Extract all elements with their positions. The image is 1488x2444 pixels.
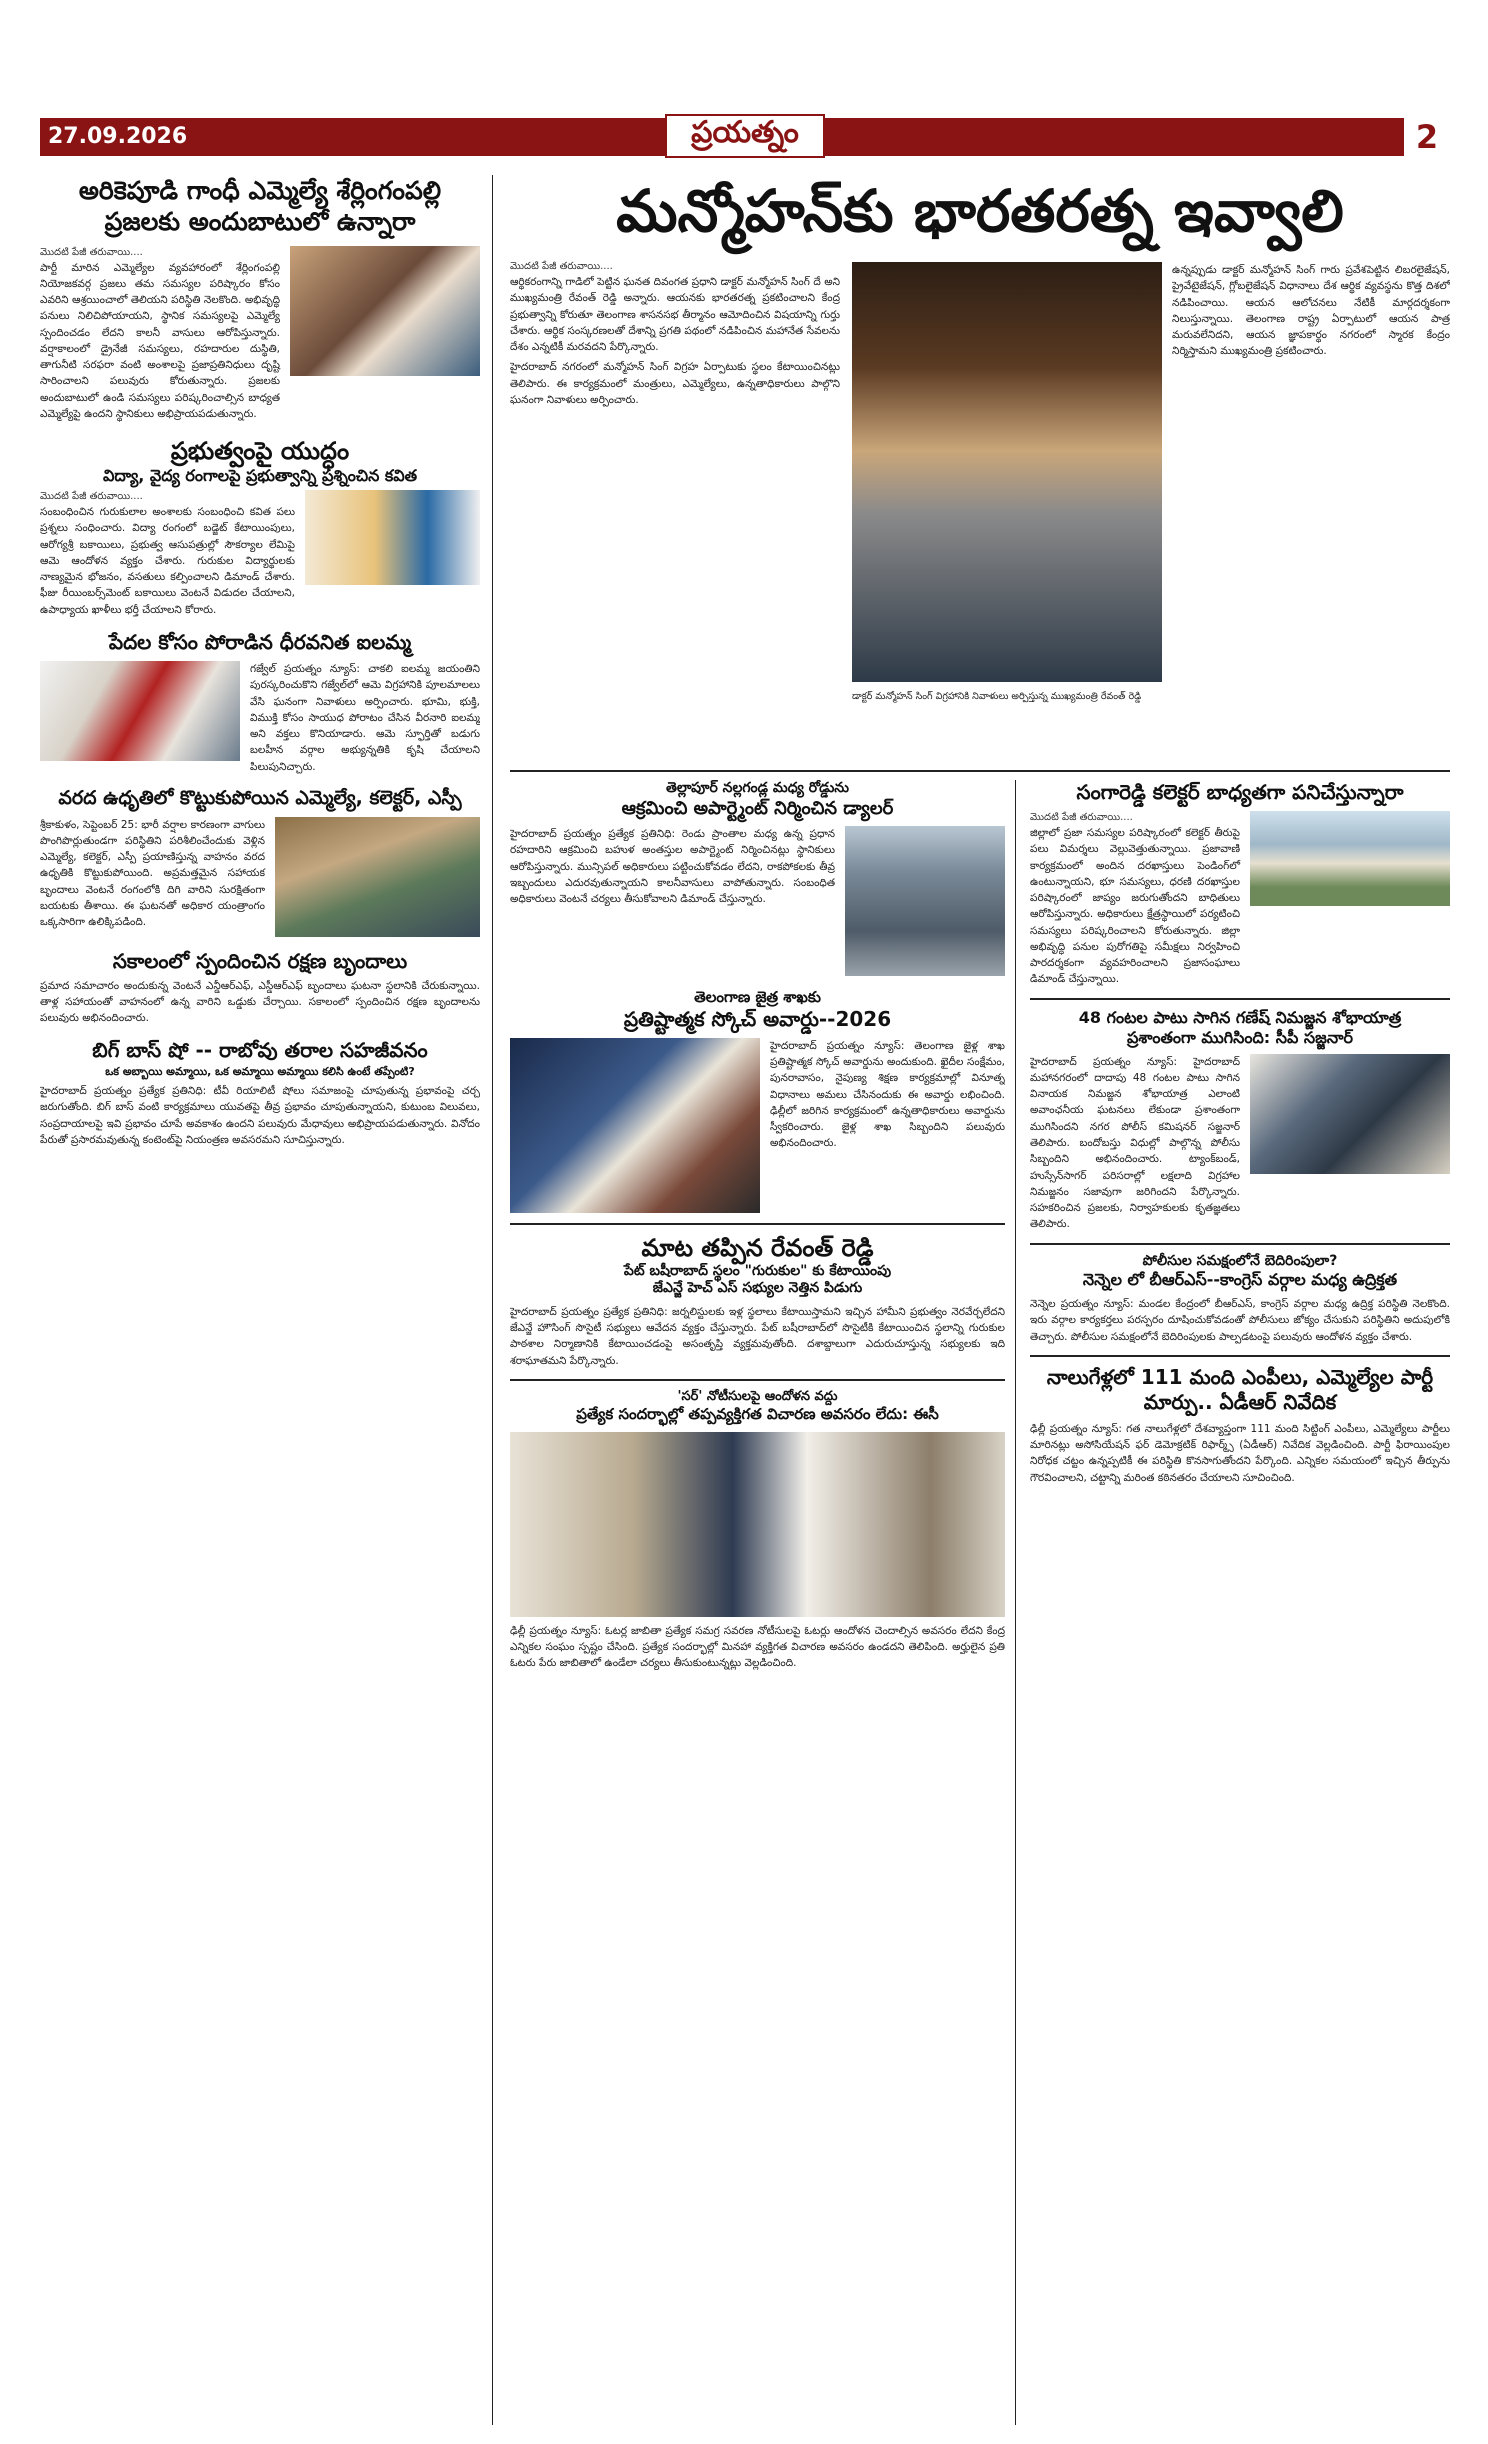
story-body: నెన్నెల ప్రయత్నం న్యూస్: మండల కేంద్రంలో బీఆర్ఎస్, కాంగ్రెస్ వర్గాల మధ్య ఉద్రిక్త పరిస్థితి నెలకొంది. ఇరు వర్గాల కార్యకర్తలు పరస్పరం దూషించుకోవడంతో పోలీసులు జోక్యం చేసుకుని పరిస్థితిని అదుపులోకి తెచ్చారు. పోలీసుల సమక్షంలోనే బెదిరింపులకు పాల్పడటంపై పలువురు ఆందోళన వ్యక్తం చేశారు. xyxy=(1030,1298,1450,1343)
headline-nennela: నెన్నెల లో బీఆర్ఎస్--కాంగ్రెస్ వర్గాల మధ్య ఉద్రిక్తత xyxy=(1082,1270,1398,1290)
headline-arikepudi: అరికెపూడి గాంధీ ఎమ్మెల్యే శేర్లింగంపల్లి ప్రజలకు అందుబాటులో ఉన్నారా xyxy=(78,176,442,237)
column-divider xyxy=(1015,780,1016,2425)
headline-flood: వరద ఉధృతిలో కొట్టుకుపోయిన ఎమ్మెల్యే, కలెక్టర్, ఎస్పీ xyxy=(58,786,462,809)
dateline: మొదటి పేజీ తరువాయి.... xyxy=(510,261,613,272)
kavitha-photo xyxy=(305,490,480,585)
story-body: ప్రమాద సమాచారం అందుకున్న వెంటనే ఎన్డీఆర్ఎఫ్, ఎస్డీఆర్ఎఫ్ బృందాలు ఘటనా స్థలానికి చేరుకున్నాయి. తాళ్ల సహాయంతో వాహనంలో ఉన్న వారిని ఒడ్డుకు చేర్చాయి. సకాలంలో స్పందించిన రక్షణ బృందాలను పలువురు అభినందించారు. xyxy=(40,979,480,1025)
story-body: ఢిల్లీ ప్రయత్నం న్యూస్: ఓటర్ల జాబితా ప్రత్యేక సమగ్ర సవరణ నోటీసులపై ఓటర్లు ఆందోళన చెందాల్సిన అవసరం లేదని కేంద్ర ఎన్నికల సంఘం స్పష్టం చేసింది. ప్రత్యేక సందర్భాల్లో మినహా వ్యక్తిగత విచారణ అవసరం ఉండదని తెలిపింది. అర్హులైన ప్రతి ఓటరు పేరు జాబితాలో ఉండేలా చర్యలు తీసుకుంటున్నట్లు వెల్లడించింది. xyxy=(510,1624,1005,1670)
section-divider xyxy=(510,770,1450,772)
kicker: పేట్ బషీరాబాద్ స్థలం "గురుకుల" కు కేటాయింపు xyxy=(623,1262,892,1279)
kicker-war-on-govt: ప్రభుత్వంపై యుద్ధం xyxy=(170,437,350,466)
police-press-meet-photo xyxy=(1250,1054,1450,1174)
collectorate-photo xyxy=(1250,811,1450,906)
section-divider xyxy=(1030,1243,1450,1245)
election-commission-photo xyxy=(510,1432,1005,1617)
story-body: ఢిల్లీ ప్రయత్నం న్యూస్: గత నాలుగేళ్లలో దేశవ్యాప్తంగా 111 మంది సిట్టింగ్ ఎంపీలు, ఎమ్మెల్యేలు పార్టీలు మారినట్లు అసోసియేషన్ ఫర్ డెమోక్రటిక్ రిఫార్మ్స్ (ఏడీఆర్) నివేదిక వెల్లడించింది. పార్టీ ఫిరాయింపుల నిరోధక చట్టం ఉన్నప్పటికీ ఈ పరిస్థితి కొనసాగుతోందని పేర్కొంది. ఎన్నికల సమయంలో ఇచ్చిన తీర్పును గౌరవించాలని, చట్టాన్ని మరింత కఠినతరం చేయాలని సూచించింది. xyxy=(1030,1422,1450,1484)
column-divider xyxy=(492,175,493,2425)
middle-column xyxy=(510,780,1005,2425)
kicker: తెలంగాణ జైత్ర శాఖకు xyxy=(694,988,821,1006)
flood-rescue-photo xyxy=(275,817,480,937)
headline-ailamma: పేదల కోసం పోరాడిన ధీరవనిత ఐలమ్మ xyxy=(108,630,412,655)
story-body: హైదరాబాద్ ప్రయత్నం న్యూస్: తెలంగాణ జైళ్ల శాఖ ప్రతిష్టాత్మక స్కోచ్ అవార్డును అందుకుంది. ఖైదీల సంక్షేమం, పునరావాసం, నైపుణ్య శిక్షణ కార్యక్రమాల్లో వినూత్న విధానాలు అమలు చేసినందుకు ఈ అవార్డు లభించింది. ఢిల్లీలో జరిగిన కార్యక్రమంలో ఉన్నతాధికారులు అవార్డును స్వీకరించారు. జైళ్ల శాఖ సిబ్బందిని పలువురు అభినందించారు. xyxy=(770,1039,1005,1150)
issue-date: 27.09.2026 xyxy=(48,124,188,149)
masthead-bar xyxy=(40,115,1450,156)
right-column xyxy=(1030,780,1450,2425)
politicians-photo xyxy=(290,246,480,376)
headline-adr: నాలుగేళ్లలో 111 మంది ఎంపీలు, ఎమ్మెల్యేల పార్టీ మార్పు.. ఏడీఆర్ నివేదిక xyxy=(1046,1364,1434,1414)
dateline: మొదటి పేజీ తరువాయి.... xyxy=(1030,812,1133,823)
subhead: ఒక అబ్బాయి అమ్మాయి, ఒక అమ్మాయి అమ్మాయి కలిసి ఉంటే తప్పేంటి? xyxy=(105,1065,415,1079)
headline-bigg-boss: బిగ్ బాస్ షో -- రాబోవు తరాల సహజీవనం xyxy=(92,1038,428,1063)
headline-rescue-teams: సకాలంలో స్పందించిన రక్షణ బృందాలు xyxy=(112,948,408,973)
story-body: గజ్వేల్ ప్రయత్నం న్యూస్: చాకలి ఐలమ్మ జయంతిని పురస్కరించుకొని గజ్వేల్‌లో ఆమె విగ్రహానికి పూలమాలలు వేసి ఘనంగా నివాళులు అర్పించారు. భూమి, భుక్తి, విముక్తి కోసం సాయుధ పోరాటం చేసిన వీరనారి ఐలమ్మ అని వక్తలు కొనియాడారు. ఆమె స్ఫూర్తితో బడుగు బలహీన వర్గాల అభ్యున్నతికి కృషి చేయాలని పిలుపునిచ్చారు. xyxy=(250,663,480,773)
story-body: హైదరాబాద్ ప్రయత్నం న్యూస్: హైదరాబాద్ మహానగరంలో దాదాపు 48 గంటల పాటు సాగిన వినాయక నిమజ్జన శోభాయాత్ర ఎలాంటి అవాంఛనీయ ఘటనలు లేకుండా ప్రశాంతంగా ముగిసిందని నగర పోలీస్ కమిషనర్ సజ్జనార్ తెలిపారు. బందోబస్తు విధుల్లో పాల్గొన్న పోలీసు సిబ్బందిని అభినందించారు. ట్యాంక్‌బండ్, హుస్సేన్‌సాగర్ పరిసరాల్లో లక్షలాది విగ్రహాల నిమజ్జనం సజావుగా జరిగిందని పేర్కొన్నారు. సహకరించిన ప్రజలకు, నిర్వాహకులకు కృతజ్ఞతలు తెలిపారు. xyxy=(1030,1055,1240,1231)
section-divider xyxy=(1030,1355,1450,1357)
newspaper-page xyxy=(40,0,1450,2444)
dateline: మొదటి పేజీ తరువాయి.... xyxy=(40,491,143,503)
photo-caption: డాక్టర్ మన్మోహన్ సింగ్ విగ్రహానికి నివాళులు అర్పిస్తున్న ముఖ్యమంత్రి రేవంత్ రెడ్డి xyxy=(852,691,1142,702)
main-headline: మన్మోహన్‌కు భారతరత్న ఇవ్వాలి xyxy=(616,177,1344,245)
section-divider xyxy=(510,1223,1005,1225)
award-ceremony-photo xyxy=(510,1038,760,1213)
main-story-col xyxy=(510,260,840,765)
paper-logo: ప్రయత్నం xyxy=(665,114,825,158)
subhead: ప్రశాంతంగా ముగిసింది: సీపీ సజ్జనార్ xyxy=(1127,1027,1353,1047)
story-body: ఉన్నప్పుడు డాక్టర్ మన్మోహన్ సింగ్ గారు ప్రవేశపెట్టిన లిబరలైజేషన్, ప్రైవేటైజేషన్, గ్లోబలైజేషన్ విధానాలు దేశ ఆర్థిక వ్యవస్థను కొత్త దిశలో నడిపించాయి. ఆయన ఆలోచనలు నేటికీ మార్గదర్శకంగా నిలుస్తున్నాయి. తెలంగాణ రాష్ట్ర ఏర్పాటులో ఆయన పాత్ర మరువలేనిదని, ఆయన జ్ఞాపకార్థం నగరంలో స్మారక కేంద్రం నిర్మిస్తామని ముఖ్యమంత్రి ప్రకటించారు. xyxy=(1172,264,1450,358)
left-column xyxy=(40,175,480,2425)
headline-ganesh: 48 గంటల పాటు సాగిన గణేష్ నిమజ్జన శోభాయాత్ర xyxy=(1078,1007,1402,1027)
story-body: శ్రీకాకుళం, సెప్టెంబర్ 25: భారీ వర్షాల కారణంగా వాగులు పొంగిపొర్లుతుండగా పరిస్థితిని పరిశీలించేందుకు వెళ్లిన ఎమ్మెల్యే, కలెక్టర్, ఎస్పీ ప్రయాణిస్తున్న వాహనం వరద ఉధృతికి కొట్టుకుపోయింది. అప్రమత్తమైన సహాయక బృందాలు వెంటనే రంగంలోకి దిగి వారిని సురక్షితంగా బయటకు తీశాయి. ఈ ఘటనతో అధికార యంత్రాంగం ఒక్కసారిగా ఉలిక్కిపడింది. xyxy=(40,818,265,929)
headline-ec: ప్రత్యేక సందర్భాల్లో తప్పవ్యక్తిగత విచారణ అవసరం లేదు: ఈసీ xyxy=(576,1405,939,1424)
headline-skoch-award: ప్రతిష్టాత్మక స్కోచ్ అవార్డు--2026 xyxy=(623,1006,892,1031)
apartment-building-photo xyxy=(845,826,1005,976)
story-body: ఆర్థికరంగాన్ని గాడిలో పెట్టిన ఘనత దివంగత ప్రధాని డాక్టర్ మన్మోహన్ సింగ్ దే అని ముఖ్యమంత్రి రేవంత్ రెడ్డి అన్నారు. ఆయనకు భారతరత్న ప్రకటించాలని కేంద్ర ప్రభుత్వాన్ని కోరుతూ తెలంగాణ శాసనసభ తీర్మానం ఆమోదించిన విషయాన్ని గుర్తు చేశారు. ఆర్థిక సంస్కరణలతో దేశాన్ని ప్రగతి పథంలో నడిపించిన మహానేత సేవలను దేశం ఎన్నటికీ మరవదని పేర్కొన్నారు. xyxy=(510,276,840,354)
dateline: మొదటి పేజీ తరువాయి.... xyxy=(40,246,143,258)
kicker: 'సర్' నోటీసులపై ఆందోళన వద్దు xyxy=(677,1388,838,1404)
headline-apartment: ఆక్రమించి అపార్ట్మెంట్ నిర్మించిన డ్యాలర్ xyxy=(621,797,894,819)
story-body: పార్టీ మారిన ఎమ్మెల్యేల వ్యవహారంలో శేర్లింగంపల్లి నియోజకవర్గ ప్రజలు తమ సమస్యల పరిష్కారం కోసం ఎవరిని ఆశ్రయించాలో తెలియని పరిస్థితి నెలకొంది. అభివృద్ధి పనులు నిలిచిపోయాయని, స్థానిక సమస్యలపై ఎమ్మెల్యే స్పందించడం లేదని కాలనీ వాసులు ఆరోపిస్తున్నారు. వర్షాకాలంలో డ్రైనేజీ సమస్యలు, రహదారుల దుస్థితి, తాగునీటి సరఫరా వంటి అంశాలపై ప్రజాప్రతినిధులు దృష్టి సారించాలని పలువురు కోరుతున్నారు. ప్రజలకు అందుబాటులో ఉండి సమస్యలు పరిష్కరించాల్సిన బాధ్యత ఎమ్మెల్యేపై ఉందని స్థానికులు అభిప్రాయపడుతున్నారు. xyxy=(40,261,280,420)
main-story-continued xyxy=(1172,262,1450,762)
story-body: హైదరాబాద్ ప్రయత్నం ప్రత్యేక ప్రతినిధి: జర్నలిస్టులకు ఇళ్ల స్థలాలు కేటాయిస్తామని ఇచ్చిన హామీని ప్రభుత్వం నెరవేర్చలేదని జేఎన్జే హౌసింగ్ సొసైటీ సభ్యులు ఆవేదన వ్యక్తం చేస్తున్నారు. పేట్ బషీరాబాద్‌లో సొసైటీకి కేటాయించిన స్థలాన్ని గురుకుల పాఠశాల నిర్మాణానికి కేటాయించడంపై అసంతృప్తి వ్యక్తమవుతోంది. దశాబ్దాలుగా ఎదురుచూస్తున్న సభ్యులకు ఇది శరాఘాతమని పేర్కొన్నారు. xyxy=(510,1305,1005,1367)
headline-revanth: మాట తప్పిన రేవంత్ రెడ్డి xyxy=(641,1233,874,1262)
manmohan-statue-photo xyxy=(852,262,1162,682)
story-body: సంబంధించిన గురుకులాల అంశాలకు సంబంధించి కవిత పలు ప్రశ్నలు సంధించారు. విద్యా రంగంలో బడ్జెట్ కేటాయింపులు, ఆరోగ్యశ్రీ బకాయిలు, ప్రభుత్వ ఆసుపత్రుల్లో సౌకర్యాల లేమిపై ఆమె ఆందోళన వ్యక్తం చేశారు. గురుకుల విద్యార్థులకు నాణ్యమైన భోజనం, వసతులు కల్పించాలని డిమాండ్ చేశారు. ఫీజు రీయింబర్స్‌మెంట్ బకాయిలు వెంటనే విడుదల చేయాలని, ఉపాధ్యాయ ఖాళీలు భర్తీ చేయాలని కోరారు. xyxy=(40,506,295,616)
subhead: జేఎన్జే హెచ్ ఎస్ సభ్యుల నెత్తిన పిడుగు xyxy=(652,1280,863,1297)
story-body: జిల్లాలో ప్రజా సమస్యల పరిష్కారంలో కలెక్టర్ తీరుపై పలు విమర్శలు వెల్లువెత్తుతున్నాయి. ప్రజావాణి కార్యక్రమంలో అందిన దరఖాస్తులు పెండింగ్‌లో ఉంటున్నాయని, భూ సమస్యలు, ధరణి దరఖాస్తుల పరిష్కారంలో జాప్యం జరుగుతోందని బాధితులు ఆరోపిస్తున్నారు. అధికారులు క్షేత్రస్థాయిలో పర్యటించి సమస్యలు పరిష్కరించాలని కోరుతున్నారు. జిల్లా అభివృద్ధి పనుల పురోగతిపై సమీక్షలు నిర్వహించి పారదర్శకంగా వ్యవహరించాలని ప్రజాసంఘాలు డిమాండ్ చేస్తున్నాయి. xyxy=(1030,827,1240,986)
story-body: హైదరాబాద్ నగరంలో మన్మోహన్ సింగ్ విగ్రహ ఏర్పాటుకు స్థలం కేటాయించినట్లు తెలిపారు. ఈ కార్యక్రమంలో మంత్రులు, ఎమ్మెల్యేలు, ఉన్నతాధికారులు పాల్గొని ఘనంగా నివాళులు అర్పించారు. xyxy=(510,361,840,406)
kicker: తెల్లాపూర్ నల్లగండ్ల మధ్య రోడ్డును xyxy=(666,780,849,796)
headline-sangareddy: సంగారెడ్డి కలెక్టర్ బాధ్యతగా పనిచేస్తున్నారా xyxy=(1076,780,1404,804)
ailamma-event-photo xyxy=(40,661,240,761)
section-divider xyxy=(1030,998,1450,1000)
page-number: 2 xyxy=(1404,116,1450,158)
section-divider xyxy=(510,1379,1005,1381)
kicker: పోలీసుల సమక్షంలోనే బెదిరింపులా? xyxy=(1142,1252,1338,1269)
headline-kavitha: విద్యా, వైద్య రంగాలపై ప్రభుత్వాన్ని ప్రశ్నించిన కవిత xyxy=(102,466,418,486)
story-body: హైదరాబాద్ ప్రయత్నం ప్రత్యేక ప్రతినిధి: రెండు ప్రాంతాల మధ్య ఉన్న ప్రధాన రహదారిని ఆక్రమించి బహుళ అంతస్తుల అపార్ట్మెంట్ నిర్మించినట్లు స్థానికులు ఆరోపిస్తున్నారు. మున్సిపల్ అధికారులు పట్టించుకోవడం లేదని, రాకపోకలకు తీవ్ర ఇబ్బందులు ఎదురవుతున్నాయని కాలనీవాసులు వాపోతున్నారు. సంబంధిత అధికారులు వెంటనే చర్యలు తీసుకోవాలని డిమాండ్ చేస్తున్నారు. xyxy=(510,828,835,906)
story-body: హైదరాబాద్ ప్రయత్నం ప్రత్యేక ప్రతినిధి: టీవీ రియాలిటీ షోలు సమాజంపై చూపుతున్న ప్రభావంపై చర్చ జరుగుతోంది. బిగ్ బాస్ వంటి కార్యక్రమాలు యువతపై తీవ్ర ప్రభావం చూపుతున్నాయని, కుటుంబ విలువలు, సంప్రదాయాలపై ఇవి ప్రభావం చూపే అవకాశం ఉందని పలువురు మేధావులు అభిప్రాయపడుతున్నారు. వినోదం పేరుతో ప్రసారమవుతున్న కంటెంట్‌పై నియంత్రణ అవసరమని సూచిస్తున్నారు. xyxy=(40,1085,480,1146)
